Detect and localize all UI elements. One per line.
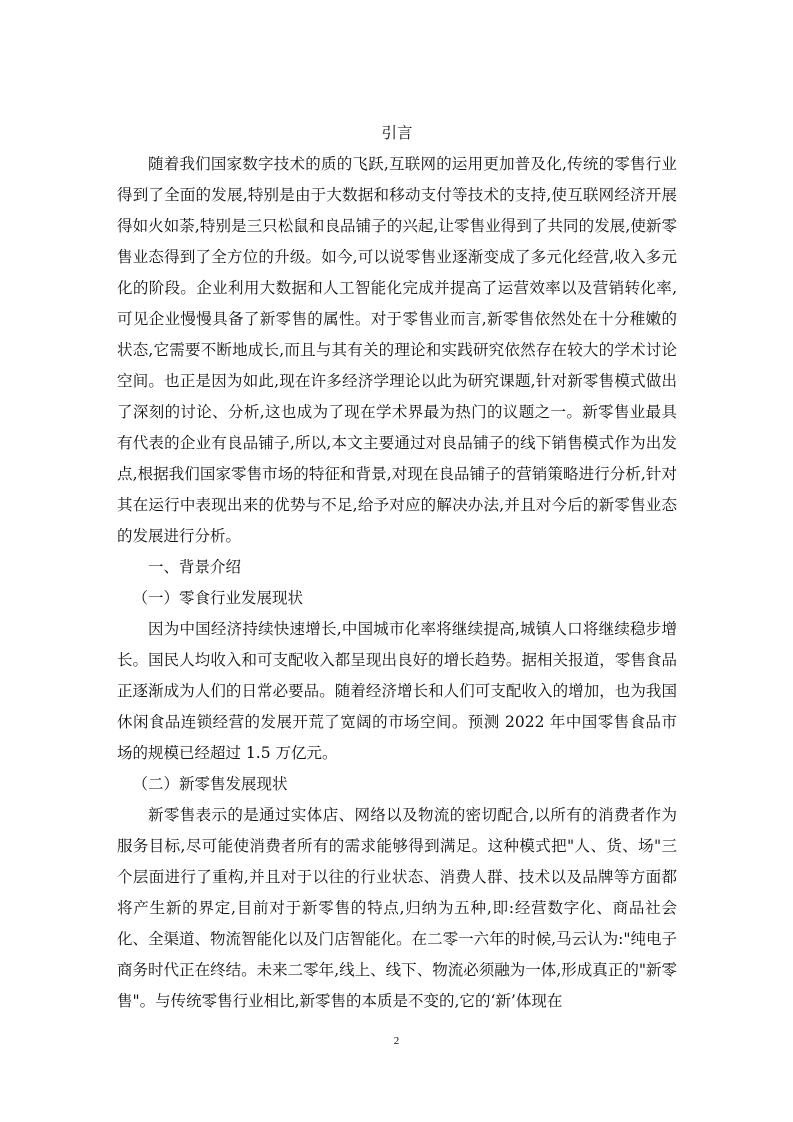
section-heading-background: 一、背景介绍 bbox=[148, 558, 242, 576]
new-retail-paragraph: 新零售表示的是通过实体店、网络以及物流的密切配合,以所有的消费者作为服务目标,尽可能使消费者所有的需求能够得到满足。这种模式把"人、货、场"三个层面进行了重构,并且对于以往的行业状态、消费人群、技术以及品牌等方面都将产生新的界定,目前对于新零售的特点,归纳为五种,即:经营数字化、商品社会化、全渠道、物流智能化以及门店智能化。在二零一六年的时候,马云认为:"纯电子商务时代正在终结。未来二零年,线上、线下、物流必须融为一体,形成真正的"新零售"。与传统零售行业相比,新零售的本质是不变的,它的‘新’体现在 bbox=[117, 806, 677, 1010]
page-content bbox=[117, 118, 677, 1017]
subsection-heading-new-retail: （二）新零售发展现状 bbox=[132, 775, 288, 793]
intro-paragraph: 随着我们国家数字技术的质的飞跃,互联网的运用更加普及化,传统的零售行业得到了全面的发展,特别是由于大数据和移动支付等技术的支持,使互联网经济开展得如火如荼,特别是三只松鼠和良品铺子的兴起,让零售业得到了共同的发展,使新零售业态得到了全方位的升级。如今,可以说零售业逐渐变成了多元化经营,收入多元化的阶段。企业利用大数据和人工智能化完成并提高了运营效率以及营销转化率,可见企业慢慢具备了新零售的属性。对于零售业而言,新零售依然处在十分稚嫩的状态,它需要不断地成长,而且与其有关的理论和实践研究依然存在较大的学术讨论空间。也正是因为如此,现在许多经济学理论以此为研究课题,针对新零售模式做出了深刻的讨论、分析,这也成为了现在学术界最为热门的议题之一。新零售业最具有代表的企业有良品铺子,所以,本文主要通过对良品铺子的线下销售模式作为出发点,根据我们国家零售市场的特征和背景,对现在良品铺子的营销策略进行分析,针对其在运行中表现出来的优势与不足,给予对应的解决办法,并且对今后的新零售业态的发展进行分析。 bbox=[117, 155, 677, 545]
subsection-heading-snack-industry: （一）零食行业发展现状 bbox=[132, 589, 304, 607]
snack-industry-paragraph: 因为中国经济持续快速增长,中国城市化率将继续提高,城镇人口将继续稳步增长。国民人均收入和可支配收入都呈现出良好的增长趋势。据相关报道，零售食品正逐渐成为人们的日常必要品。随着经济增长和人们可支配收入的增加，也为我国休闲食品连锁经营的发展开荒了宽阔的市场空间。预测 2022 年中国零售食品市场的规模已经超过 1.5 万亿元。 bbox=[117, 620, 677, 762]
section-title: 引言 bbox=[381, 124, 413, 142]
page-number: 2 bbox=[393, 1035, 400, 1047]
